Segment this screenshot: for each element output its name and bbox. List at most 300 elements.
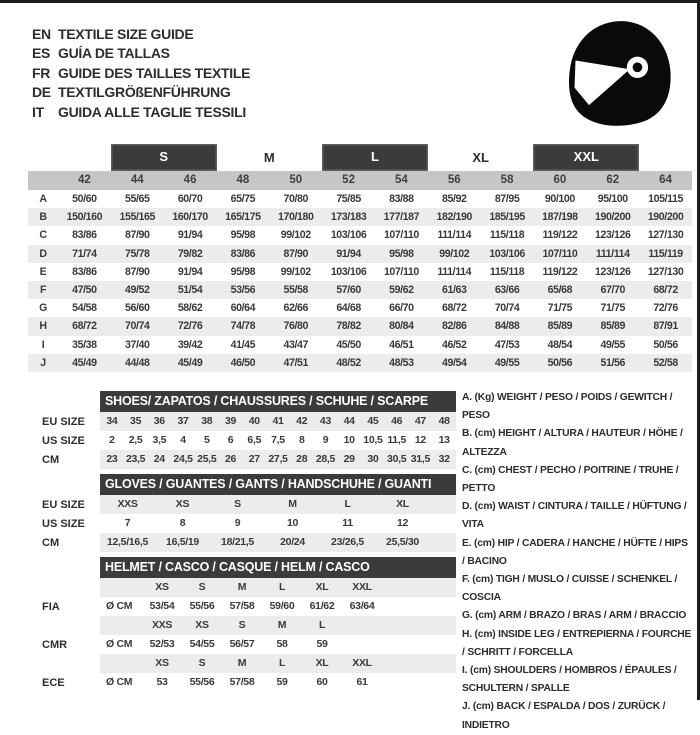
size-value: 173/183 [330, 211, 367, 224]
size-value: 58/62 [177, 302, 203, 315]
size-value: 48/52 [336, 356, 361, 369]
value-cell: 3,5 [152, 434, 167, 446]
size-value: 72/76 [177, 320, 203, 333]
value-cell: 41 [272, 415, 284, 427]
shoes-row [28, 431, 456, 450]
size-value: 74/78 [230, 320, 256, 333]
size-value: 87/90 [124, 265, 150, 278]
size-value: 52/58 [653, 356, 678, 369]
size-value: 83/86 [230, 247, 256, 260]
size-value: 79/82 [177, 247, 203, 260]
size-value: 50/56 [547, 356, 573, 369]
size-value: 111/114 [595, 247, 630, 260]
size-value: 87/90 [283, 247, 308, 260]
size-value: 48/53 [389, 356, 414, 369]
value-cell: 45 [367, 415, 379, 427]
language-code: EN [32, 25, 51, 42]
size-table-row [28, 299, 692, 317]
size-value: 185/195 [489, 211, 525, 224]
size-value: 44/48 [124, 356, 150, 369]
size-label-cell: XS [195, 619, 209, 631]
value-cell: 24 [153, 453, 165, 465]
row-label: EU SIZE [42, 415, 85, 428]
value-cell: 24,5 [173, 453, 193, 465]
row-letter: C [39, 229, 47, 242]
size-column-header: 58 [500, 174, 514, 186]
legend-item: E. (cm) HIP / CADERA / HANCHE / HÜFTE / HIPS / BACINO [462, 537, 688, 567]
value-cell: 60 [316, 676, 328, 688]
size-value: 56/60 [124, 302, 150, 315]
helmet-title: HELMET / CASCO / CASQUE / HELM / CASCO [100, 557, 456, 578]
size-label-cell: XS [155, 657, 169, 669]
helmet-size-row [28, 616, 456, 635]
size-value: 60/64 [230, 302, 256, 315]
value-cell: 42 [296, 415, 308, 427]
size-value: 45/49 [72, 356, 97, 369]
shoes-cells [100, 412, 456, 431]
size-value: 51/56 [600, 356, 625, 369]
shoes-rows [28, 412, 456, 469]
value-cell: 20/24 [280, 536, 305, 548]
size-value: 95/98 [230, 229, 256, 242]
language-code: FR [32, 64, 51, 81]
helmet-size-cells [100, 616, 456, 635]
size-value: 68/72 [653, 283, 678, 296]
helmet-value-cells [100, 597, 456, 616]
row-letter: F [39, 283, 47, 296]
helmet-size-cells [100, 578, 456, 597]
size-value: 49/55 [494, 356, 520, 369]
size-value: 107/110 [383, 229, 419, 242]
size-value: 51/54 [177, 283, 203, 296]
legend-item: F. (cm) TIGH / MUSLO / CUISSE / SCHENKEL / COSCIA [462, 574, 678, 604]
size-value: 75/85 [336, 193, 361, 205]
size-value: 103/106 [489, 247, 525, 260]
value-cell: 6,5 [247, 434, 262, 446]
value-cell: 57/58 [229, 676, 255, 688]
value-cell: 61 [356, 676, 368, 688]
size-value: 105/115 [648, 193, 684, 205]
row-label: CM [42, 536, 60, 549]
value-cell: 59/60 [269, 600, 295, 612]
value-cell: 13 [438, 434, 450, 446]
size-value: 49/55 [600, 338, 625, 351]
size-value: 48/54 [547, 338, 573, 351]
size-value: 71/75 [600, 302, 625, 315]
row-label: EU SIZE [42, 498, 85, 511]
legend-item: H. (cm) INSIDE LEG / ENTREPIERNA / FOURCHE / SCHRITT / FORCELLA [462, 628, 692, 658]
size-value: 43/47 [283, 338, 308, 351]
value-cell: 46 [391, 415, 403, 427]
size-value: 190/200 [594, 211, 631, 224]
size-value: 65/75 [230, 193, 256, 205]
language-code: ES [32, 45, 51, 62]
diameter-label: Ø CM [106, 676, 133, 688]
column-spacer [28, 171, 58, 190]
legend-item: D. (cm) WAIST / CINTURA / TAILLE / HÜFTUNG / VITA [462, 501, 687, 531]
gloves-row [28, 533, 456, 552]
value-cell: 55/56 [189, 676, 215, 688]
value-cell: 53/54 [149, 600, 175, 612]
row-letter: I [41, 338, 45, 351]
size-value: 84/88 [494, 320, 520, 333]
size-value: 170/180 [277, 211, 314, 224]
size-column-header: 52 [342, 174, 355, 186]
size-value: 67/70 [600, 283, 625, 296]
size-table-row [28, 245, 692, 263]
size-table-row [28, 281, 692, 299]
size-table-body [28, 190, 692, 372]
size-value: 190/200 [647, 211, 684, 224]
value-cell: 10,5 [363, 434, 383, 446]
size-value: 75/78 [124, 247, 150, 260]
diameter-label: Ø CM [106, 638, 133, 650]
value-cell: S [234, 498, 241, 510]
row-letter: D [39, 247, 47, 260]
size-value: 91/94 [336, 247, 361, 260]
size-value: 85/92 [441, 193, 467, 205]
value-cell: 27 [248, 453, 260, 465]
value-cell: 53 [156, 676, 168, 688]
value-cell: 4 [180, 434, 186, 446]
size-value: 55/58 [283, 283, 308, 296]
language-label: TEXTILE SIZE GUIDE [58, 25, 194, 42]
helmet-value-cells [100, 635, 456, 654]
size-value: 45/50 [336, 338, 361, 351]
size-value: 59/62 [389, 283, 414, 296]
size-value: 123/126 [594, 265, 631, 278]
size-value: 99/102 [280, 265, 311, 278]
value-cell: 28,5 [315, 453, 336, 465]
size-value: 54/58 [72, 302, 97, 315]
size-value: 71/74 [72, 247, 97, 260]
helmet-size-row [28, 578, 456, 597]
value-cell: 48 [438, 415, 450, 427]
value-cell: 55/56 [189, 600, 215, 612]
size-value: 187/198 [542, 211, 578, 224]
value-cell: 34 [106, 415, 118, 427]
size-value: 46/51 [389, 338, 414, 351]
row-letter: H [39, 320, 47, 333]
size-column-header: 60 [553, 174, 567, 186]
size-value: 82/86 [441, 320, 467, 333]
size-label-cell: XL [315, 657, 329, 669]
size-label-cell: S [238, 619, 246, 631]
size-value: 111/114 [437, 265, 472, 278]
row-letter: J [40, 356, 46, 369]
gloves-cells [100, 514, 456, 533]
language-label: GUIDE DES TAILLES TEXTILE [58, 64, 251, 81]
value-cell: 63/64 [349, 600, 375, 612]
value-cell: XL [396, 498, 409, 510]
value-cell: 57/58 [229, 600, 255, 612]
standard-label: CMR [42, 638, 68, 651]
size-value: 50/56 [653, 338, 678, 351]
shoes-row [28, 450, 456, 469]
shoes-cells [100, 450, 456, 469]
helmet-value-row [28, 597, 456, 616]
legend-item: I. (cm) SHOULDERS / HOMBROS / ÉPAULES / SCHULTERN / SPALLE [462, 665, 677, 695]
legend-item: A. (Kg) WEIGHT / PESO / POIDS / GEWITCH / PESO [462, 392, 673, 422]
value-cell: 9 [322, 434, 329, 446]
size-column-header: 64 [659, 174, 672, 186]
helmet-section [28, 557, 456, 692]
language-code: DE [32, 84, 51, 101]
size-value: 119/122 [542, 229, 578, 242]
value-cell: 8 [179, 517, 186, 529]
value-cell: 18/21,5 [221, 536, 254, 548]
value-cell: 7,5 [271, 434, 285, 446]
size-value: 46/52 [441, 338, 467, 351]
size-label-cell: M [277, 619, 287, 631]
shoes-title: SHOES/ ZAPATOS / CHAUSSURES / SCHUHE / SCARPE [100, 391, 456, 412]
size-label-cell: L [278, 581, 286, 593]
language-row [32, 83, 250, 103]
value-cell: 61/62 [309, 600, 335, 612]
language-label: TEXTILGRÖßENFÜHRUNG [58, 84, 231, 101]
language-row [32, 24, 250, 44]
value-cell: 59 [276, 676, 288, 688]
size-value: 95/98 [230, 265, 256, 278]
value-cell: 10 [286, 517, 299, 529]
size-value: 160/170 [172, 211, 208, 224]
size-label-cell: XXS [151, 619, 173, 631]
language-row [32, 44, 250, 64]
size-value: 95/100 [597, 193, 628, 205]
size-value: 119/122 [542, 265, 578, 278]
size-value: 70/74 [124, 320, 150, 333]
value-cell: 38 [201, 415, 213, 427]
size-value: 53/56 [230, 283, 256, 296]
row-label: US SIZE [42, 434, 85, 447]
legend-item: B. (cm) HEIGHT / ALTURA / HAUTEUR / HÖHE / ALTEZZA [462, 428, 683, 458]
helmet-value-row [28, 673, 456, 692]
value-cell: 23/26,5 [331, 536, 364, 548]
size-value: 107/110 [542, 247, 578, 260]
shoes-section [28, 391, 456, 469]
language-label: GUÍA DE TALLAS [58, 45, 170, 62]
size-value: 41/45 [230, 338, 256, 351]
value-cell: 2 [109, 434, 115, 446]
size-table-row [28, 317, 692, 335]
size-value: 46/50 [230, 356, 256, 369]
gloves-cells [100, 495, 456, 514]
size-value: 45/49 [177, 356, 203, 369]
size-value: 103/106 [330, 265, 367, 278]
value-cell: L [344, 498, 351, 510]
size-value: 83/88 [389, 193, 414, 205]
size-value: 91/94 [177, 229, 203, 242]
value-cell: 29 [343, 453, 355, 465]
value-cell: 47 [414, 415, 426, 427]
language-row [32, 63, 250, 83]
size-value: 78/82 [336, 320, 361, 333]
helmet-rows [28, 578, 456, 692]
size-value: 155/165 [119, 211, 155, 224]
size-value: 111/114 [437, 229, 472, 242]
legend-item: C. (cm) CHEST / PECHO / POITRINE / TRUHE / PETTO [462, 464, 679, 495]
size-value: 72/76 [653, 302, 678, 315]
size-value: 39/42 [177, 338, 203, 351]
value-cell: 9 [234, 517, 241, 529]
size-value: 115/118 [489, 265, 525, 278]
size-group-m: M [263, 150, 275, 165]
size-group-xxl: XXL [533, 144, 639, 171]
row-letter: E [39, 265, 47, 278]
value-cell: 54/55 [189, 638, 215, 650]
size-value: 182/190 [436, 211, 472, 224]
size-table-row [28, 190, 692, 208]
size-value: 83/86 [72, 265, 97, 278]
value-cell: 27,5 [268, 453, 288, 465]
size-value: 47/53 [494, 338, 520, 351]
size-value: 47/50 [72, 283, 97, 296]
size-value: 123/126 [594, 229, 631, 242]
helmet-size-row [28, 654, 456, 673]
gloves-row [28, 495, 456, 514]
value-cell: XS [175, 498, 190, 510]
size-value: 65/68 [547, 283, 573, 296]
size-table-row [28, 208, 692, 226]
size-value: 99/102 [439, 247, 470, 260]
value-cell: 23,5 [125, 453, 146, 465]
size-value: 70/80 [283, 193, 308, 205]
helmet-value-row [28, 635, 456, 654]
value-cell: 43 [319, 415, 331, 427]
value-cell: 11,5 [387, 434, 406, 446]
value-cell: 32 [438, 453, 450, 465]
value-cell: 12,5/16,5 [106, 536, 149, 548]
legend-item: G. (cm) ARM / BRAZO / BRAS / ARM / BRACCIO [462, 610, 687, 622]
shoes-cells [100, 431, 456, 450]
value-cell: 31,5 [410, 453, 431, 465]
size-value: 127/130 [647, 265, 684, 278]
value-cell: 8 [298, 434, 305, 446]
size-value: 68/72 [441, 302, 467, 315]
size-table-row [28, 336, 692, 354]
size-value: 61/63 [441, 283, 467, 296]
value-cell: 39 [224, 415, 237, 427]
size-column-header: 48 [236, 174, 250, 186]
size-label-cell: M [237, 581, 247, 593]
size-value: 115/118 [489, 229, 525, 242]
size-value: 177/187 [383, 211, 420, 224]
row-letter: A [39, 193, 47, 205]
size-label-cell: L [278, 657, 286, 669]
top-border-bar [0, 0, 700, 3]
size-value: 62/66 [283, 302, 308, 315]
value-cell: 26 [224, 453, 237, 465]
gloves-title: GLOVES / GUANTES / GANTS / HANDSCHUHE / GUANTI [100, 474, 456, 495]
value-cell: 37 [177, 415, 189, 427]
size-value: 87/91 [653, 320, 678, 333]
value-cell: 28 [296, 453, 308, 465]
row-letter: B [39, 211, 47, 224]
diameter-label: Ø CM [106, 600, 133, 612]
value-cell: XXS [117, 498, 138, 510]
size-column-header: 54 [395, 174, 408, 186]
size-value: 64/68 [336, 302, 361, 315]
value-cell: 35 [130, 415, 142, 427]
size-group-row [28, 144, 692, 171]
value-cell: 12 [414, 434, 426, 446]
language-code: IT [32, 103, 44, 120]
value-cell: 23 [106, 453, 118, 465]
gloves-section [28, 474, 456, 552]
size-column-header: 44 [130, 174, 144, 186]
size-value: 80/84 [389, 320, 414, 333]
textile-size-table [28, 144, 692, 372]
size-value: 70/74 [494, 302, 520, 315]
value-cell: M [288, 498, 297, 510]
value-cell: 11 [342, 517, 353, 529]
size-label-cell: XXL [352, 657, 372, 669]
size-table-row [28, 354, 692, 372]
size-column-header: 62 [606, 174, 620, 186]
size-value: 71/75 [547, 302, 573, 315]
row-label: CM [42, 453, 60, 466]
size-column-header: 42 [78, 174, 91, 186]
size-value: 60/70 [177, 193, 203, 205]
measurement-legend [462, 389, 692, 735]
value-cell: 44 [343, 415, 355, 427]
size-table-row [28, 226, 692, 244]
size-value: 95/98 [389, 247, 414, 260]
value-cell: 10 [343, 434, 355, 446]
size-value: 68/72 [72, 320, 97, 333]
size-value: 66/70 [389, 302, 414, 315]
value-cell: 40 [248, 415, 260, 427]
value-cell: 2,5 [128, 434, 143, 446]
legend-item: J. (cm) BACK / ESPALDA / DOS / ZURÜCK / INDIETRO [462, 701, 666, 731]
size-value: 165/175 [225, 211, 261, 224]
size-table-row [28, 263, 692, 281]
size-group-s: S [111, 144, 217, 171]
helmet-size-cells [100, 654, 456, 673]
size-column-row [28, 171, 692, 190]
value-cell: 59 [316, 638, 328, 650]
value-cell: 12 [396, 517, 409, 529]
size-value: 99/102 [280, 229, 311, 242]
shoes-row [28, 412, 456, 431]
size-group-l: L [322, 144, 428, 171]
value-cell: 36 [153, 415, 165, 427]
size-value: 87/95 [494, 193, 520, 205]
size-column-header: 56 [447, 174, 461, 186]
racing-helmet-icon [558, 16, 684, 138]
size-value: 127/130 [647, 229, 684, 242]
size-value: 50/60 [72, 193, 97, 205]
size-value: 57/60 [336, 283, 361, 296]
size-label-cell: S [198, 657, 206, 669]
value-cell: 16,5/19 [166, 536, 199, 548]
standard-label: FIA [42, 600, 60, 613]
size-label-cell: S [198, 581, 206, 593]
value-cell: 5 [204, 434, 210, 446]
gloves-rows [28, 495, 456, 552]
size-group-xl: XL [472, 150, 489, 165]
size-label-cell: XL [315, 581, 329, 593]
value-cell: 25,5 [197, 453, 217, 465]
value-cell: 30 [367, 453, 379, 465]
size-value: 55/65 [124, 193, 150, 205]
size-value: 85/89 [600, 320, 625, 333]
language-list [32, 24, 250, 122]
standard-label: ECE [42, 676, 65, 689]
size-value: 87/90 [124, 229, 150, 242]
value-cell: 56/57 [229, 638, 255, 650]
size-value: 76/80 [283, 320, 308, 333]
